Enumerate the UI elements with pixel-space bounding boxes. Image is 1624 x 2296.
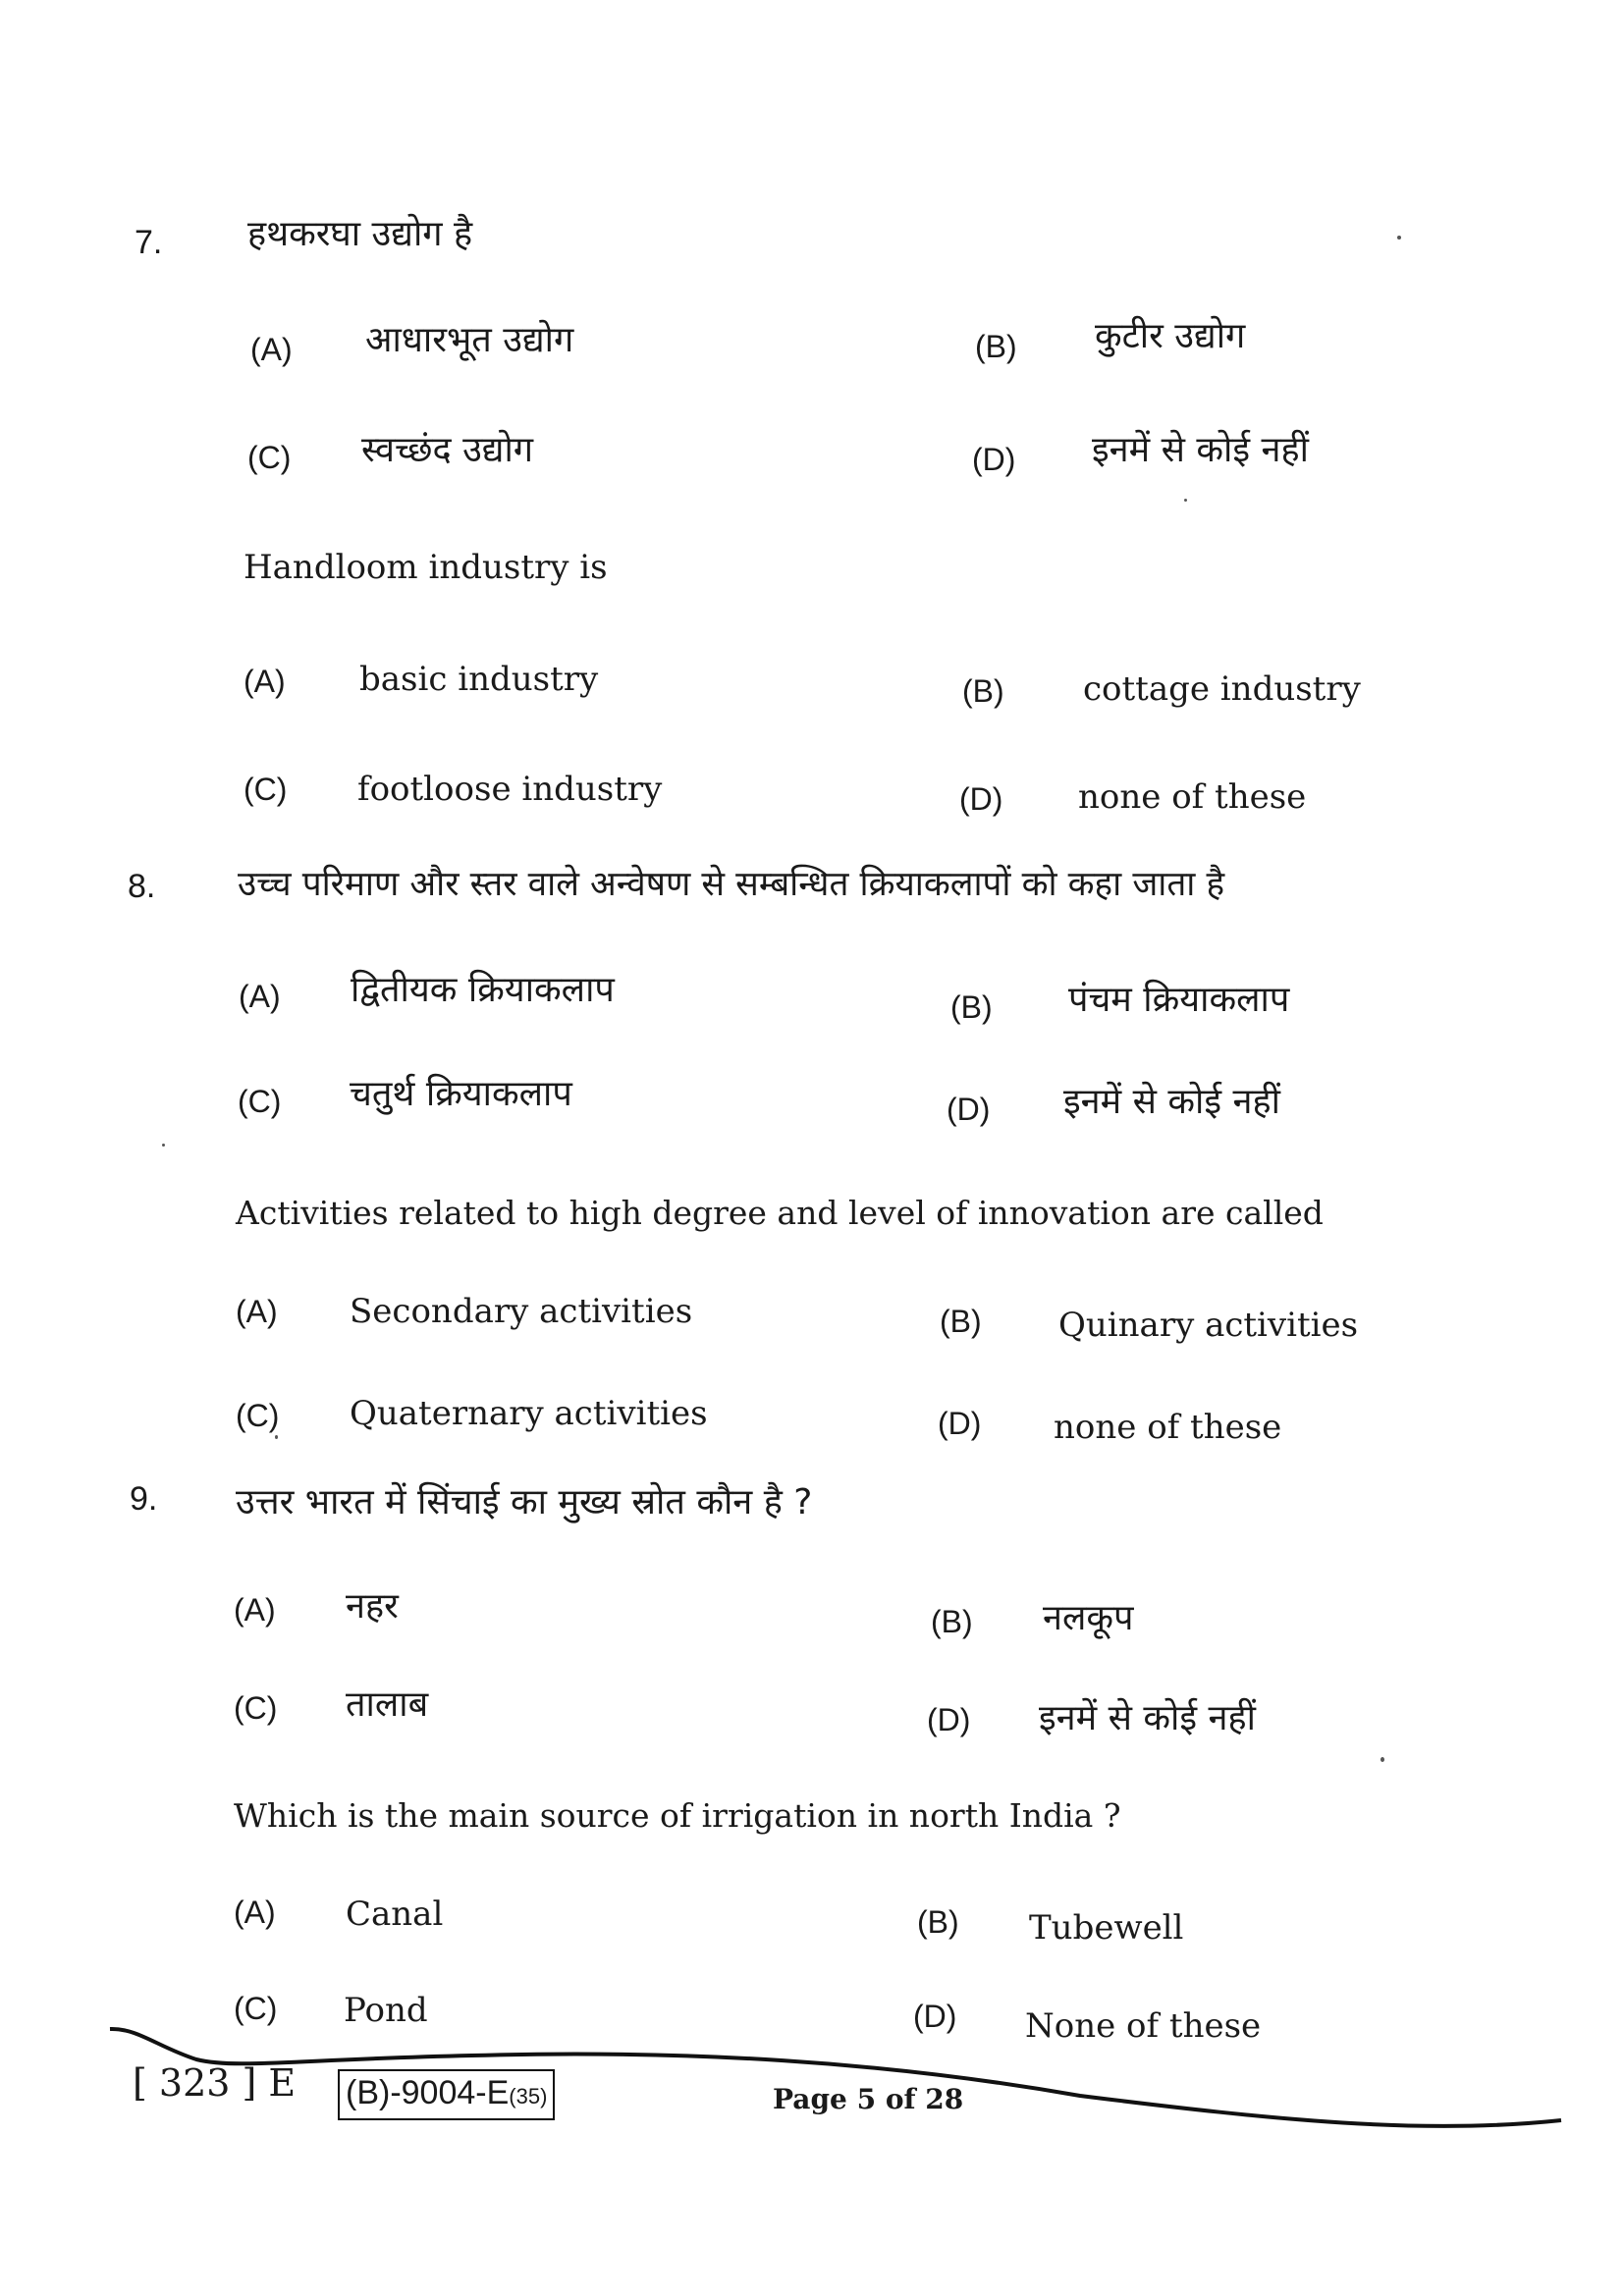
option-text-english: cottage industry: [1083, 669, 1361, 709]
option-text-hindi: द्वितीयक क्रियाकलाप: [351, 970, 615, 1010]
option-label: (C): [236, 1398, 280, 1433]
option-label: (C): [238, 1084, 282, 1119]
option-text-english: basic industry: [359, 660, 599, 699]
option-label: (C): [234, 1690, 278, 1726]
question-stem-english: Handloom industry is: [244, 548, 608, 587]
option-label: (D): [947, 1092, 991, 1127]
option-text-hindi: इनमें से कोई नहीं: [1092, 430, 1309, 470]
option-label: (D): [927, 1702, 971, 1737]
option-label: (B): [962, 673, 1004, 709]
option-text-hindi: तालाब: [346, 1684, 429, 1725]
scan-speck: [275, 1435, 278, 1439]
option-label: (B): [917, 1904, 959, 1940]
option-text-english: Quaternary activities: [350, 1394, 708, 1433]
option-text-hindi: नहर: [346, 1586, 399, 1627]
scan-speck: [1397, 236, 1401, 240]
option-text-english: Pond: [344, 1991, 428, 2030]
option-label: (B): [940, 1304, 982, 1339]
option-label: (D): [959, 781, 1003, 817]
option-text-hindi: नलकूप: [1043, 1598, 1134, 1638]
option-label: (D): [913, 1999, 957, 2034]
option-text-hindi: स्वच्छंद उद्योग: [361, 430, 534, 470]
question-stem-hindi: हथकरघा उद्योग है: [247, 214, 473, 254]
option-label: (C): [247, 440, 292, 475]
paper-code-box: [338, 2069, 555, 2120]
option-label: (D): [938, 1406, 982, 1441]
question-number: 8.: [128, 868, 156, 905]
option-label: (C): [234, 1991, 278, 2026]
option-text-english: Canal: [346, 1895, 444, 1934]
option-label: (A): [250, 332, 293, 367]
option-label: (A): [234, 1592, 276, 1628]
scan-speck: [1380, 1757, 1384, 1762]
option-label: (A): [236, 1294, 278, 1329]
option-label: (B): [950, 989, 993, 1025]
option-text-hindi: इनमें से कोई नहीं: [1039, 1698, 1256, 1738]
option-text-hindi: इनमें से कोई नहीं: [1063, 1082, 1280, 1122]
question-stem-english: Activities related to high degree and level of innovation are called: [236, 1194, 1324, 1232]
option-label: (B): [931, 1604, 973, 1639]
option-text-hindi: चतुर्थ क्रियाकलाप: [350, 1074, 572, 1114]
option-label: (A): [234, 1895, 276, 1930]
question-number: 7.: [135, 224, 163, 261]
page-number: Page 5 of 28: [773, 2083, 964, 2115]
option-text-hindi: आधारभूत उद्योग: [365, 320, 574, 360]
paper-code-main: (B)-9004-E: [346, 2074, 510, 2111]
set-code: [ 323 ] E: [133, 2061, 297, 2105]
question-stem-hindi: उत्तर भारत में सिंचाई का मुख्य स्रोत कौन है ?: [236, 1482, 813, 1522]
option-text-english: none of these: [1078, 777, 1307, 817]
question-number: 9.: [130, 1480, 158, 1518]
option-label: (A): [239, 979, 281, 1014]
option-label: (A): [244, 664, 286, 699]
option-label: (B): [975, 329, 1017, 364]
option-text-english: none of these: [1054, 1408, 1282, 1447]
option-label: (C): [244, 772, 288, 807]
option-text-hindi: कुटीर उद्योग: [1095, 316, 1246, 356]
question-stem-hindi: उच्च परिमाण और स्तर वाले अन्वेषण से सम्बन्धित क्रियाकलापों को कहा जाता है: [238, 865, 1225, 904]
scan-speck: [1184, 499, 1187, 502]
option-text-hindi: पंचम क्रियाकलाप: [1068, 980, 1290, 1020]
option-text-english: Tubewell: [1029, 1908, 1184, 1948]
option-text-english: Secondary activities: [350, 1292, 693, 1331]
option-text-english: None of these: [1025, 2006, 1262, 2046]
option-text-english: Quinary activities: [1058, 1306, 1359, 1345]
paper-code-sub: (35): [509, 2084, 548, 2109]
scan-speck: [162, 1144, 165, 1147]
option-label: (D): [972, 442, 1016, 477]
option-text-english: footloose industry: [357, 770, 663, 809]
question-stem-english: Which is the main source of irrigation in north India ?: [234, 1796, 1121, 1835]
